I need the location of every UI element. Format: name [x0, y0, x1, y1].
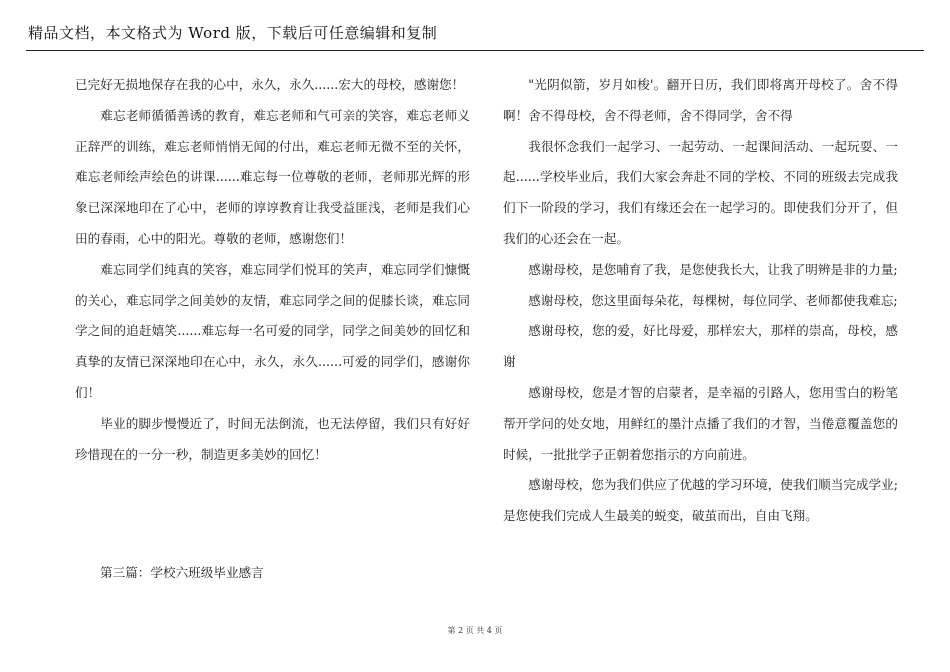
section-heading: 第三篇：学校六班级毕业感言 [100, 565, 264, 580]
paragraph-continuation: 已完好无损地保存在我的心中，永久，永久......宏大的母校，感谢您！ [75, 77, 465, 92]
right-text-column [503, 70, 898, 532]
paragraph-teachers: 难忘老师循循善诱的教育，难忘老师和气可亲的笑容，难忘老师义正辞严的训练，难忘老师悄悄无闻的付出，难忘老师无微不至的关怀，难忘老师绘声绘色的讲课......难忘每一位尊敬的老师，老师那光辉的形象已深深地印在了心中，老师的谆谆教育让我受益匪浅，老师是我们心田的春雨，心中的阳光。尊敬的老师，感谢您们！ [75, 107, 470, 246]
paragraph-time: "光阴似箭，岁月如梭'。翻开日历，我们即将离开母校了。舍不得啊！舍不得母校，舍不得老师，舍不得同学，舍不得 [503, 77, 898, 123]
page-number: 第 2 页 共 4 页 [447, 626, 503, 635]
header-divider [26, 50, 924, 51]
paragraph-thanks-4: 感谢母校，您是才智的启蒙者，是幸福的引路人，您用雪白的粉笔帮开学问的处女地，用鲜红的墨汁点播了我们的才智，当倦意覆盖您的时候，一批批学子正朝着您指示的方向前进。 [503, 384, 898, 462]
paragraph-memories: 我很怀念我们一起学习、一起劳动、一起课间活动、一起玩耍、一起......学校毕业后，我们大家会奔赴不同的学校、不同的班级去完成我们下一阶段的学习，我们有缘还会在一起学习的。即使我们分开了，但我们的心还会在一起。 [503, 138, 898, 246]
paragraph-thanks-3: 感谢母校，您的爱，好比母爱，那样宏大，那样的崇高，母校，感谢 [503, 323, 898, 370]
paragraph-graduation: 毕业的脚步慢慢近了，时间无法倒流，也无法停留，我们只有好好珍惜现在的一分一秒，制造更多美妙的回忆！ [75, 415, 470, 462]
left-text-column [75, 70, 470, 470]
paragraph-thanks-5: 感谢母校，您为我们供应了优越的学习环境，使我们顺当完成学业;是您使我们完成人生最美的蜕变，破茧而出，自由飞翔。 [503, 477, 898, 524]
paragraph-thanks-2: 感谢母校，您这里面每朵花，每棵树，每位同学、老师都使我难忘; [528, 292, 898, 308]
document-header: 精品文档，本文格式为 Word 版，下载后可任意编辑和复制 [28, 24, 438, 42]
paragraph-classmates: 难忘同学们纯真的笑容，难忘同学们悦耳的笑声，难忘同学们慷慨的关心，难忘同学之间美妙的友情，难忘同学之间的促膝长谈，难忘同学之间的追赶嬉笑......难忘每一名可爱的同学，同学之间美妙的回忆和真挚的友情已深深地印在心中，永久，永久......可爱的同学们，感谢你们！ [75, 261, 470, 400]
paragraph-thanks-1: 感谢母校，是您哺育了我，是您使我长大，让我了明辨是非的力量; [528, 261, 898, 277]
